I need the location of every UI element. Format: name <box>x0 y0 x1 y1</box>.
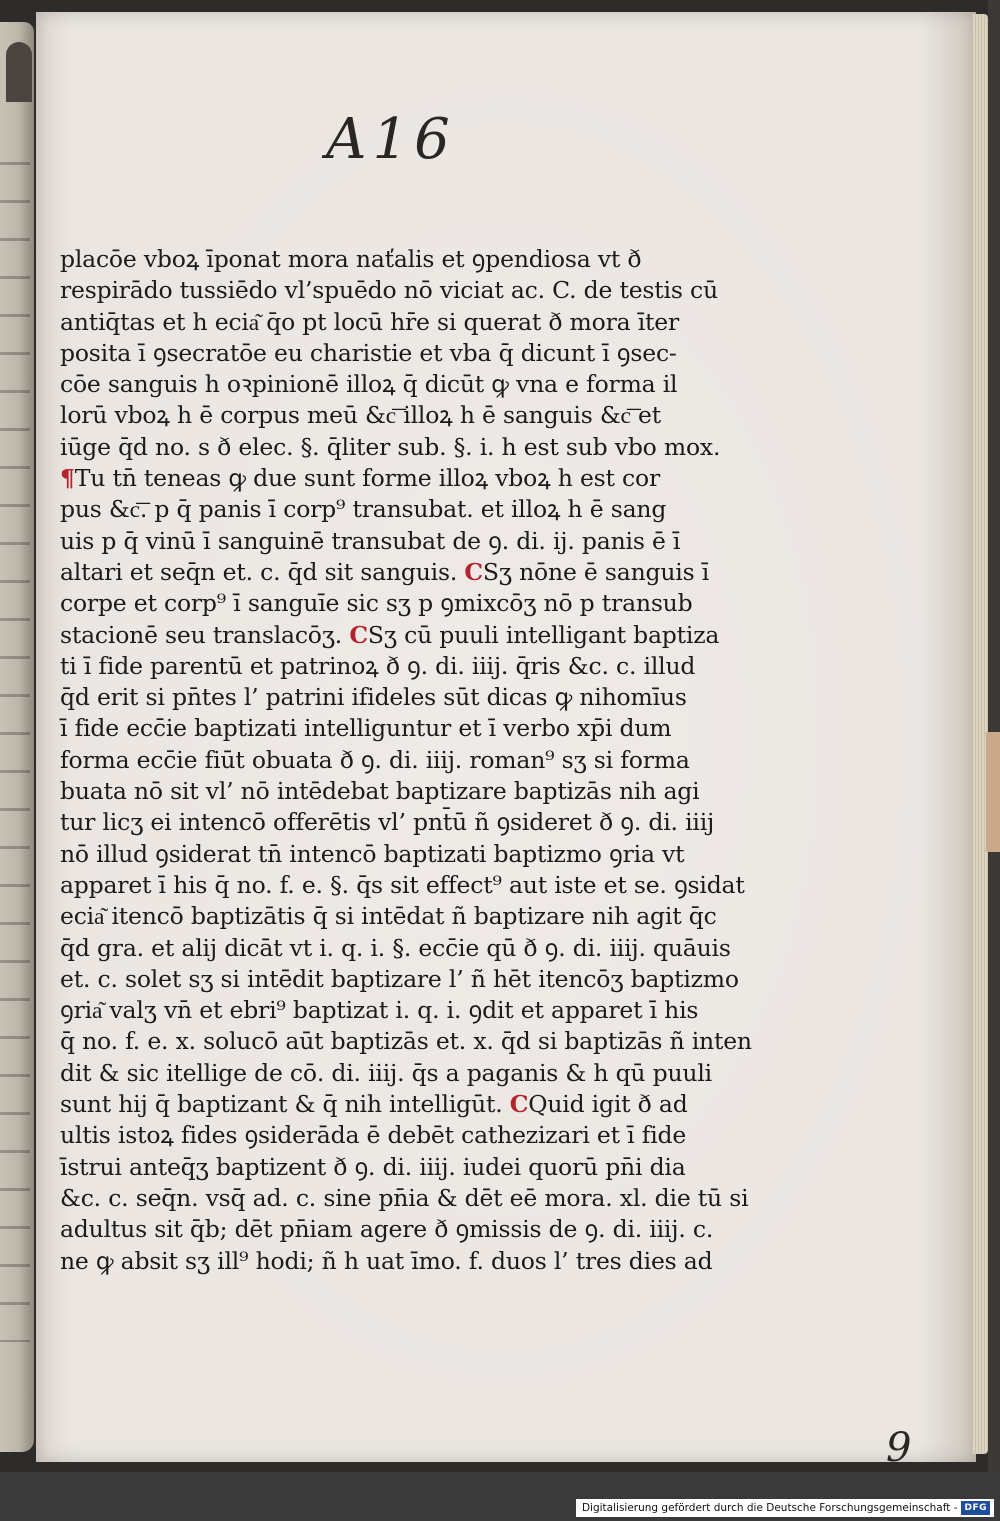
text-line: posita ī ꝯsecratōe eu charistie et vba q̄ dicunt ī ꝯsec- <box>60 338 677 367</box>
text-line: placōe vboꝝ īponat mora naťalis et ꝯpendiosa vt ð <box>60 245 642 273</box>
text-line: uis p q̄ vinū ī sanguinē transubat de ꝯ. di. ij. panis ē ī <box>60 526 681 555</box>
text-line: ne ꝙ absit sʒ ill⁹ hodi; ñ h uat īmo. f. duos l’ tres dies ad <box>60 1246 713 1275</box>
bleed-through-text <box>0 162 30 1342</box>
text-line: īstrui anteq̄ʒ baptizent ð ꝯ. di. iiij. iudei quorū pn̄i dia <box>60 1152 686 1181</box>
text-line: lorū vboꝝ h ē corpus meū &c͞ illoꝝ h ē sanguis &c͞ et <box>60 401 662 430</box>
text-line <box>60 557 710 588</box>
dfg-logo: DFG <box>961 1501 990 1515</box>
text-line: dit & sic itellige de cō. di. iiij. q̄s a paganis & h qū puuli <box>60 1058 712 1087</box>
line-text: Sʒ cū puuli intelligant baptiza <box>367 620 720 649</box>
text-line: buata nō sit vl’ nō intēdebat baptizare baptizās nih agi <box>60 777 700 806</box>
rubric-mark: C <box>349 620 368 649</box>
text-line: pus &c͞. p q̄ panis ī corp⁹ transubat. et illoꝝ h ē sang <box>60 495 667 524</box>
line-text: sunt hij q̄ baptizant & q̄ nih intelligūt. <box>60 1090 510 1119</box>
previous-page-edge <box>0 22 34 1452</box>
rubric-mark: ¶ <box>60 464 75 493</box>
folio-number: 9 <box>886 1425 912 1471</box>
text-line: cōe sanguis h oꝛpinionē illoꝝ q̄ dicūt ꝙ vna e forma il <box>60 370 678 399</box>
text-line: q̄d erit si pn̄tes l’ patrini ifideles sūt dicas ꝙ nihomīus <box>60 683 687 712</box>
line-text: stacionē seu translacōʒ. <box>60 620 350 649</box>
text-line: q̄d gra. et alij dicāt vt i. q. i. §. ecc̄ie qū ð ꝯ. di. iiij. quāuis <box>60 933 731 962</box>
text-line: forma ecc̄ie fiūt obuata ð ꝯ. di. iiij. roman⁹ sʒ si forma <box>60 745 690 774</box>
text-line: ī fide ecc̄ie baptizati intelliguntur et ī verbo xp̄i dum <box>60 714 672 743</box>
credit-strip <box>576 1499 994 1517</box>
text-line: ꝯria͂ valʒ vn̄ et ebri⁹ baptizat i. q. i. ꝯdit et apparet ī his <box>60 996 699 1025</box>
line-text: Sʒ nōne ē sanguis ī <box>482 557 710 586</box>
line-text: Tu tn̄ teneas ꝙ due sunt forme illoꝝ vboꝝ h est cor <box>74 464 660 493</box>
handwritten-shelfmark: A16 <box>326 107 456 172</box>
text-line: tur licʒ ei intencō offerētis vl’ pnt̄ū ñ ꝯsideret ð ꝯ. di. iiij <box>60 808 715 837</box>
text-line: corpe et corp⁹ ī sanguīe sic sʒ p ꝯmixcōʒ nō p transub <box>60 589 693 618</box>
text-line: apparet ī his q̄ no. f. e. §. q̄s sit effect⁹ aut iste et se. ꝯsidat <box>60 870 745 899</box>
text-line <box>60 1089 688 1120</box>
text-line: ultis istoꝝ fides ꝯsiderāda ē debēt cathezizari et ī fide <box>60 1121 687 1150</box>
text-line: iūge q̄d no. s ð elec. §. q̄liter sub. §. i. h est sub vbo mox. <box>60 432 721 461</box>
text-line: et. c. solet sʒ si intēdit baptizare l’ ñ hēt itencōʒ baptizmo <box>60 964 739 993</box>
text-line <box>60 620 720 651</box>
text-line: nō illud ꝯsiderat tn̄ intencō baptizati baptizmo ꝯria vt <box>60 839 685 868</box>
text-line: ecia͂ itencō baptizātis q̄ si intēdat ñ baptizare nih agit q̄c <box>60 902 717 931</box>
line-text: altari et seq̄n et. c. q̄d sit sanguis. <box>60 557 465 586</box>
text-column <box>60 244 752 1277</box>
text-line: q̄ no. f. e. x. solucō aūt baptizās et. x. q̄d si baptizās ñ inten <box>60 1027 752 1056</box>
text-line: adultus sit q̄b; dēt pn̄iam agere ð ꝯmissis de ꝯ. di. iiij. c. <box>60 1215 714 1244</box>
page-tab-marker <box>986 732 1000 852</box>
text-line: respirādo tussiēdo vl’spuēdo nō viciat ac. C. de testis cū <box>60 276 718 305</box>
text-line: antiq̄tas et h ecia͂ q̄o pt locū hr̄e si querat ð mora īter <box>60 307 679 336</box>
text-line: ti ī fide parentū et patrinoꝝ ð ꝯ. di. iiij. q̄ris &c. c. illud <box>60 651 696 680</box>
credit-text: Digitalisierung gefördert durch die Deutsche Forschungsgemeinschaft - <box>581 1502 958 1514</box>
rubric-mark: C <box>464 557 483 586</box>
line-text: Quid igit ð ad <box>528 1090 688 1119</box>
text-line <box>60 463 670 494</box>
text-line: &c. c. seq̄n. vsq̄ ad. c. sine pn̄ia & dēt eē mora. xl. die tū si <box>60 1183 749 1212</box>
page-curl <box>6 42 32 102</box>
rubric-mark: C <box>509 1090 529 1119</box>
